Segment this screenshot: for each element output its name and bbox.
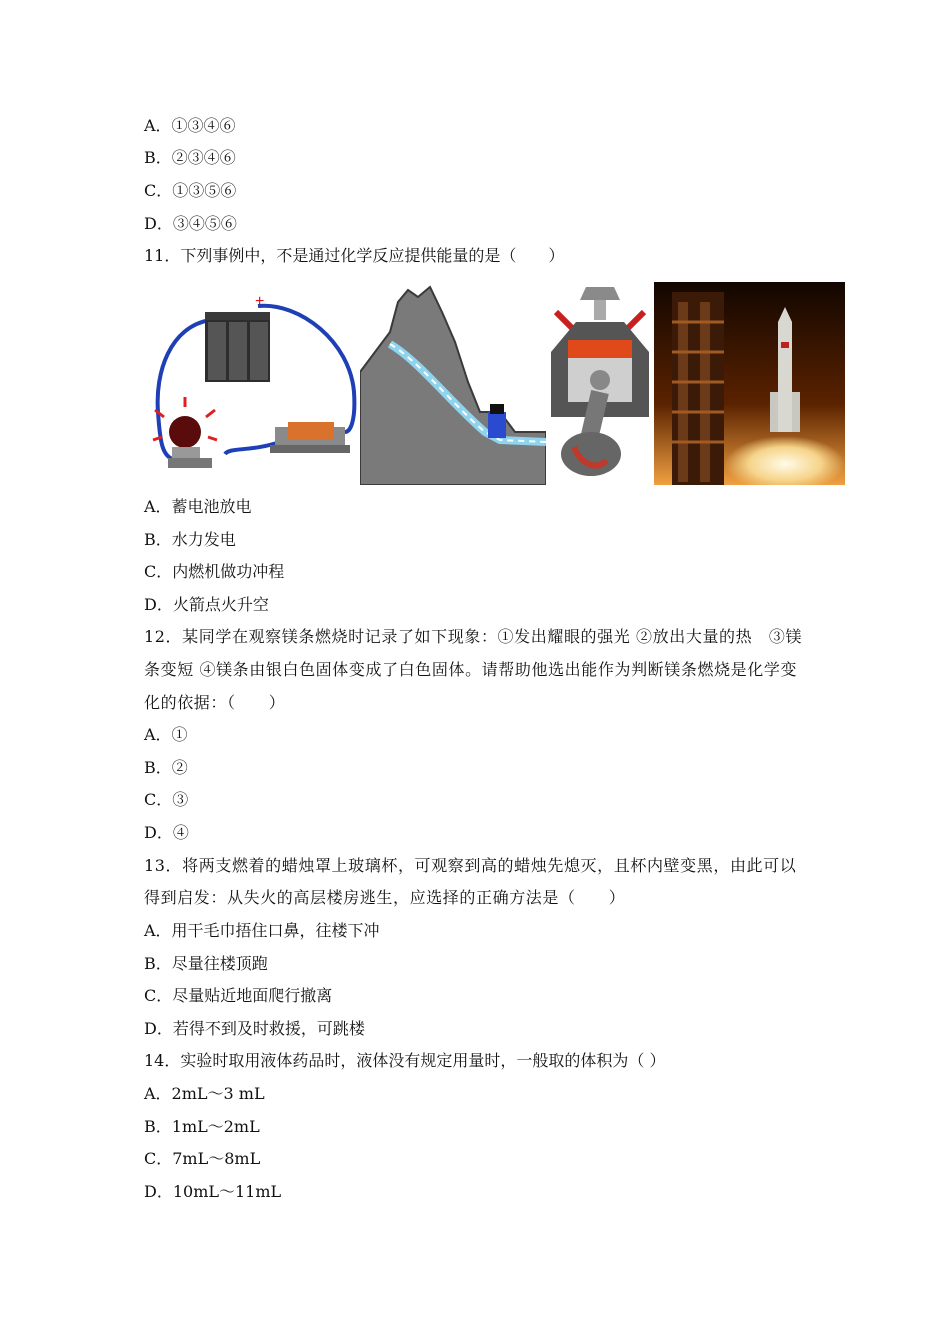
- q10-option-c: C．①③⑤⑥: [144, 181, 237, 200]
- q14-option-d: D．10mL～11mL: [144, 1182, 282, 1201]
- q13-stem-line-1: 13．将两支燃着的蜡烛罩上玻璃杯，可观察到高的蜡烛先熄灭，且杯内壁变黑，由此可以: [144, 856, 797, 875]
- engine-image: [546, 282, 654, 485]
- hydro-power-image: [360, 282, 546, 485]
- q11-stem: 11．下列事例中，不是通过化学反应提供能量的是（ ）: [144, 246, 565, 265]
- q11-option-a: A．蓄电池放电: [144, 497, 252, 516]
- q12-stem-line-3: 化的依据：（ ）: [144, 693, 286, 712]
- rocket-launch-image: [654, 282, 845, 485]
- q10-option-d: D．③④⑤⑥: [144, 214, 237, 233]
- q13-option-d: D．若得不到及时救援，可跳楼: [144, 1019, 365, 1038]
- q10-option-a: A．①③④⑥: [144, 116, 236, 135]
- q12-option-b: B．②: [144, 758, 188, 777]
- q12-option-a: A．①: [144, 725, 188, 744]
- q13-option-c: C．尽量贴近地面爬行撤离: [144, 986, 333, 1005]
- q14-option-a: A．2mL～3 mL: [144, 1084, 265, 1103]
- battery-circuit-image: [150, 282, 360, 485]
- q12-option-c: C．③: [144, 790, 189, 809]
- q11-option-c: C．内燃机做功冲程: [144, 562, 285, 581]
- q14-option-c: C．7mL～8mL: [144, 1149, 261, 1168]
- q11-option-d: D．火箭点火升空: [144, 595, 269, 614]
- q12-stem-line-2: 条变短 ④镁条由银白色固体变成了白色固体。请帮助他选出能作为判断镁条燃烧是化学变: [144, 660, 798, 679]
- q10-option-b: B．②③④⑥: [144, 148, 236, 167]
- q12-option-d: D．④: [144, 823, 189, 842]
- q13-stem-line-2: 得到启发：从失火的高层楼房逃生，应选择的正确方法是（ ）: [144, 888, 626, 907]
- q11-option-b: B．水力发电: [144, 530, 236, 549]
- svg-text:+: +: [255, 293, 265, 310]
- q14-stem: 14．实验时取用液体药品时，液体没有规定用量时，一般取的体积为（ ）: [144, 1051, 666, 1070]
- q13-option-b: B．尽量往楼顶跑: [144, 954, 268, 973]
- q14-option-b: B．1mL～2mL: [144, 1117, 260, 1136]
- q12-stem-line-1: 12．某同学在观察镁条燃烧时记录了如下现象：①发出耀眼的强光 ②放出大量的热 ③镁: [144, 627, 803, 646]
- q13-option-a: A．用干毛巾捂住口鼻，往楼下冲: [144, 921, 380, 940]
